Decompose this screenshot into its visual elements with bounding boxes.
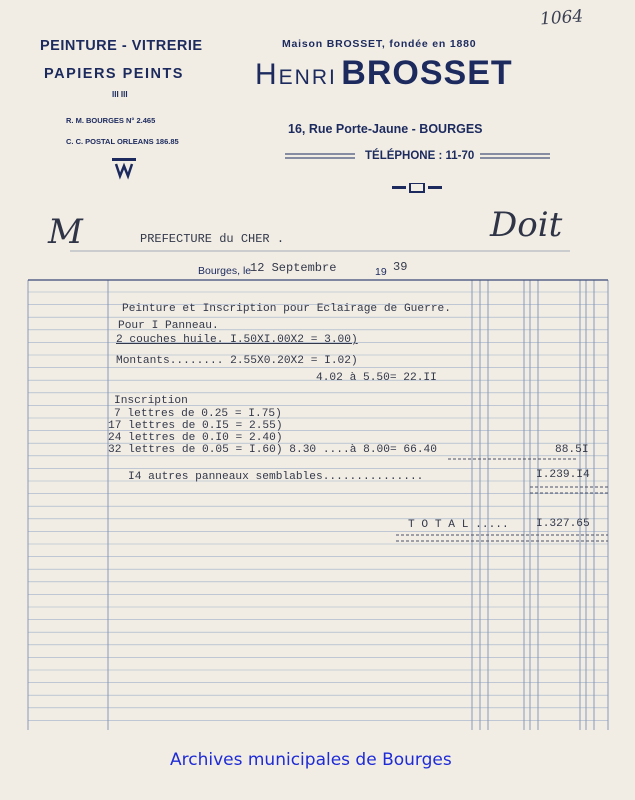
- invoice-line: 7 lettres de 0.25 = I.75): [114, 408, 282, 420]
- divider-ornament-icon: [392, 183, 442, 193]
- registre-metiers: R. M. BOURGES N° 2.465: [66, 116, 156, 125]
- addressee-prefix: M: [48, 212, 83, 252]
- date-year: 39: [393, 260, 408, 274]
- reference-number: 1064: [539, 6, 584, 30]
- archive-caption: Archives municipales de Bourges: [170, 750, 452, 770]
- date-place: Bourges, le: [198, 265, 252, 277]
- rule-ornament-left: [285, 150, 355, 164]
- telephone-line: TÉLÉPHONE : 11-70: [365, 150, 475, 162]
- dashed-rule-double: [530, 484, 610, 496]
- compte-postal: C. C. POSTAL ORLEANS 186.85: [66, 137, 179, 146]
- panels-total-value: I.239.I4: [536, 469, 590, 481]
- invoice-line: 17 lettres de 0.I5 = 2.55): [108, 420, 283, 432]
- header-ornament: III III: [112, 90, 128, 99]
- invoice-line: 32 lettres de 0.05 = I.60) 8.30 ....à 8.00= 66.40: [108, 444, 437, 456]
- doit-label: Doit: [490, 205, 563, 245]
- invoice-line: Montants........ 2.55X0.20X2 = I.02): [116, 355, 358, 367]
- dashed-rule: [448, 456, 578, 462]
- total-value: I.327.65: [536, 518, 590, 530]
- invoice-line: 2 couches huile. I.50XI.00X2 = 3.00): [116, 334, 358, 346]
- invoice-line: 4.02 à 5.50= 22.II: [316, 372, 437, 384]
- company-first-name: Henri: [255, 58, 337, 91]
- invoice-line: I4 autres panneaux semblables...............: [128, 471, 424, 483]
- subtotal-value: 88.5I: [555, 444, 589, 456]
- invoice-line: Inscription: [114, 395, 188, 407]
- addressee-underline: [70, 248, 570, 254]
- addressee-name: PREFECTURE du CHER .: [140, 232, 285, 246]
- invoice-line: 24 lettres de 0.I0 = 2.40): [108, 432, 283, 444]
- address-line: 16, Rue Porte-Jaune - BOURGES: [288, 122, 483, 136]
- trade-line-2: PAPIERS PEINTS: [44, 66, 184, 82]
- date-day-month: 12 Septembre: [250, 261, 337, 275]
- invoice-title: Peinture et Inscription pour Eclairage de Guerre.: [122, 303, 451, 315]
- date-century: 19: [375, 266, 387, 278]
- rule-ornament-right: [480, 150, 550, 164]
- company-last-name: BROSSET: [341, 54, 513, 92]
- logo-mark-icon: [112, 158, 136, 180]
- total-label: T O T A L .....: [408, 519, 509, 531]
- invoice-line: Pour I Panneau.: [118, 320, 219, 332]
- trade-line-1: PEINTURE - VITRERIE: [40, 38, 203, 54]
- company-name: [255, 56, 513, 90]
- maison-line: Maison BROSSET, fondée en 1880: [282, 38, 477, 50]
- total-underline-double: [396, 532, 608, 544]
